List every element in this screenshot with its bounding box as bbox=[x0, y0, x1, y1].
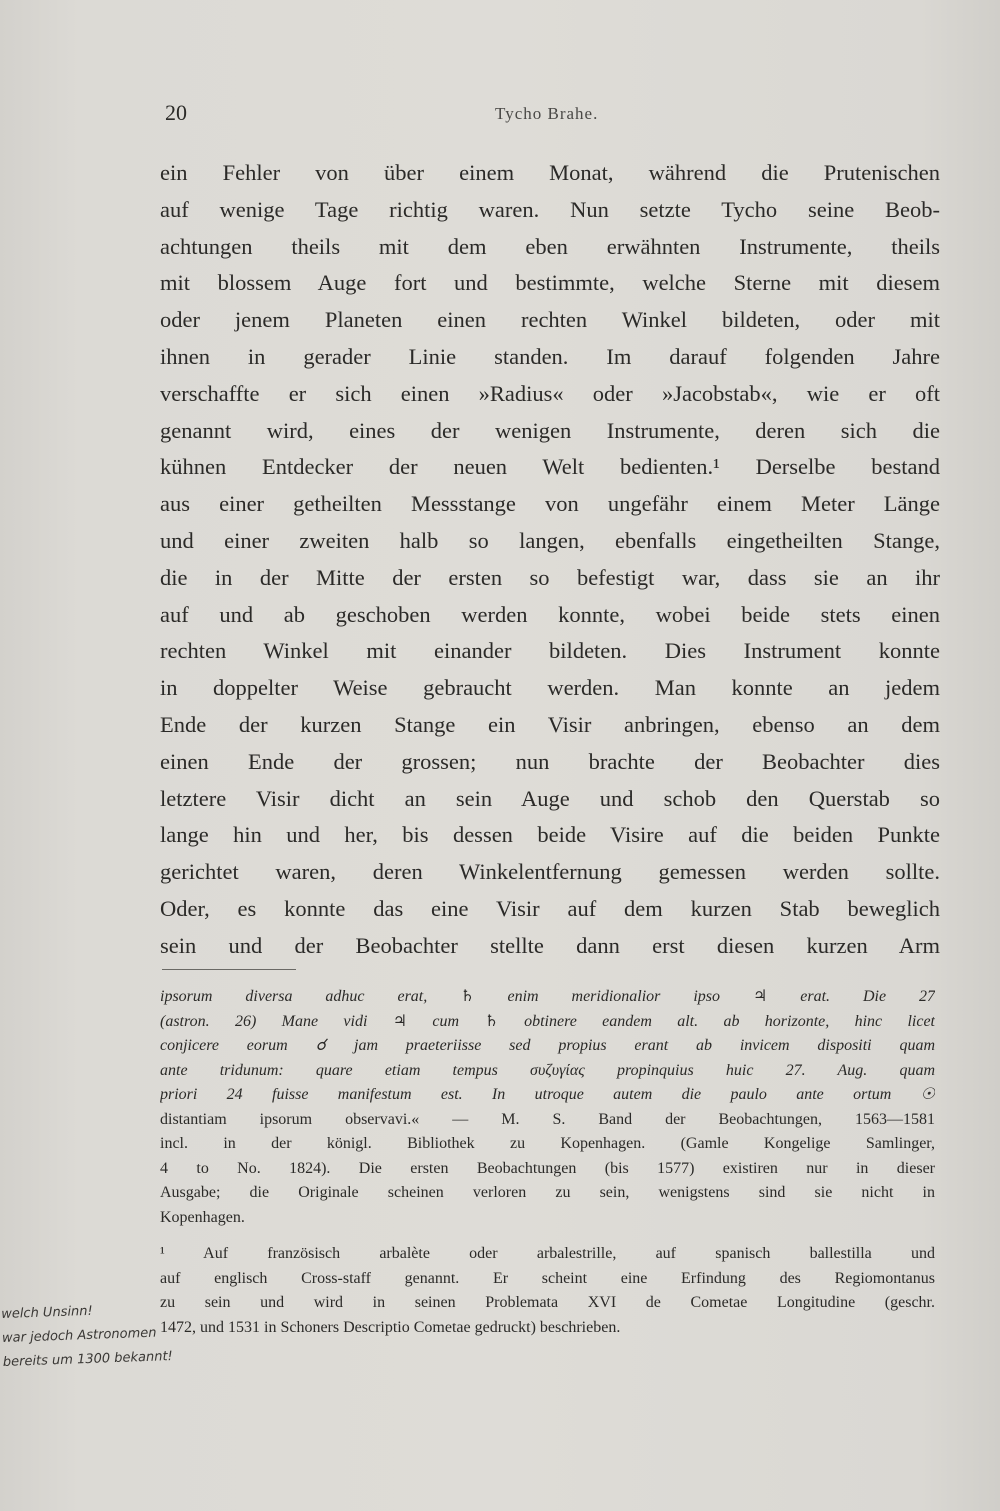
running-title: Tycho Brahe. bbox=[495, 104, 599, 123]
footnote-line: ¹ Auf französisch arbalète oder arbalestrille, auf spanisch ballestilla und bbox=[160, 1245, 935, 1262]
body-line: ein Fehler von über einem Monat, während die Prutenischen bbox=[160, 160, 940, 185]
footnote-line: 1472, und 1531 in Schoners Descriptio Cometae gedruckt) beschrieben. bbox=[160, 1318, 621, 1336]
body-line: letztere Visir dicht an sein Auge und schob den Querstab so bbox=[160, 785, 940, 811]
body-line: verschaffte er sich einen »Radius« oder »Jacobstab«, wie er oft bbox=[160, 380, 940, 406]
body-line: genannt wird, eines der wenigen Instrumente, deren sich die bbox=[160, 417, 940, 443]
footnote-line: Ausgabe; die Originale scheinen verloren zu sein, wenigstens sind sie nicht in bbox=[160, 1184, 935, 1201]
body-line: sein und der Beobachter stellte dann erst diesen kurzen Arm bbox=[160, 932, 940, 958]
page-header bbox=[165, 100, 935, 130]
footnote-gap bbox=[160, 1230, 935, 1242]
body-line: Oder, es konnte das eine Visir auf dem kurzen Stab beweglich bbox=[160, 895, 940, 921]
body-line: Ende der kurzen Stange ein Visir anbringen, ebenso an dem bbox=[160, 711, 940, 737]
footnote-line: ante tridunum: quare etiam tempus συζυγίας propinquius huic 27. Aug. quam bbox=[160, 1061, 935, 1079]
footnote-line: priori 24 fuisse manifestum est. In utroque autem die paulo ante ortum ☉ bbox=[160, 1086, 935, 1103]
footnote-line: zu sein und wird in seinen Problemata XVI de Cometae Longitudine (geschr. bbox=[160, 1294, 935, 1311]
body-line: kühnen Entdecker der neuen Welt bedienten.¹ Derselbe bestand bbox=[160, 454, 940, 480]
footnote-continued bbox=[160, 985, 935, 1230]
footnote-line: ipsorum diversa adhuc erat, ♄ enim meridionalior ipso ♃ erat. Die 27 bbox=[160, 988, 935, 1005]
body-line: auf und ab geschoben werden konnte, wobei beide stets einen bbox=[160, 601, 940, 627]
body-text bbox=[160, 155, 940, 965]
footnote-line: auf englisch Cross-staff genannt. Er scheint eine Erfindung des Regiomontanus bbox=[160, 1269, 935, 1287]
footnote-line: 4 to No. 1824). Die ersten Beobachtungen (bis 1577) existiren nur in dieser bbox=[160, 1159, 935, 1177]
footnote-separator bbox=[162, 969, 296, 970]
footnote-line: Kopenhagen. bbox=[160, 1208, 245, 1226]
body-line: auf wenige Tage richtig waren. Nun setzte Tycho seine Beob- bbox=[160, 196, 940, 222]
body-line: ihnen in gerader Linie standen. Im darauf folgenden Jahre bbox=[160, 343, 940, 369]
page-number: 20 bbox=[165, 100, 187, 125]
body-line: achtungen theils mit dem eben erwähnten Instrumente, theils bbox=[160, 233, 940, 259]
footnote-line: conjicere eorum ☌ jam praeteriisse sed propius erant ab invicem dispositi quam bbox=[160, 1037, 935, 1054]
body-line: die in der Mitte der ersten so befestigt war, dass sie an ihr bbox=[160, 564, 940, 590]
margin-note-line: bereits um 1300 bekannt! bbox=[2, 1349, 174, 1370]
body-line: mit blossem Auge fort und bestimmte, welche Sterne mit diesem bbox=[160, 270, 940, 296]
footnote-1 bbox=[160, 1242, 935, 1340]
body-line: aus einer getheilten Messstange von ungefähr einem Meter Länge bbox=[160, 491, 940, 517]
body-line: und einer zweiten halb so langen, ebenfalls eingetheilten Stange, bbox=[160, 527, 940, 553]
body-line: in doppelter Weise gebraucht werden. Man konnte an jedem bbox=[160, 675, 940, 701]
body-line: einen Ende der grossen; nun brachte der Beobachter dies bbox=[160, 748, 940, 774]
body-line: gerichtet waren, deren Winkelentfernung gemessen werden sollte. bbox=[160, 859, 940, 885]
footnotes bbox=[160, 985, 935, 1340]
footnote-line: distantiam ipsorum observavi.« — M. S. Band der Beobachtungen, 1563—1581 bbox=[160, 1110, 935, 1128]
body-line: rechten Winkel mit einander bildeten. Dies Instrument konnte bbox=[160, 638, 940, 664]
body-line: oder jenem Planeten einen rechten Winkel bildeten, oder mit bbox=[160, 307, 940, 333]
footnote-line: incl. in der königl. Bibliothek zu Kopenhagen. (Gamle Kongelige Samlinger, bbox=[160, 1135, 935, 1152]
margin-note-line: war jedoch Astronomen bbox=[1, 1325, 157, 1346]
footnote-line: (astron. 26) Mane vidi ♃ cum ♄ obtinere eandem alt. ab horizonte, hinc licet bbox=[160, 1012, 935, 1030]
body-line: lange hin und her, bis dessen beide Visire auf die beiden Punkte bbox=[160, 822, 940, 848]
margin-note-line: welch Unsinn! bbox=[0, 1303, 93, 1322]
handwritten-margin-note bbox=[1, 1297, 173, 1375]
